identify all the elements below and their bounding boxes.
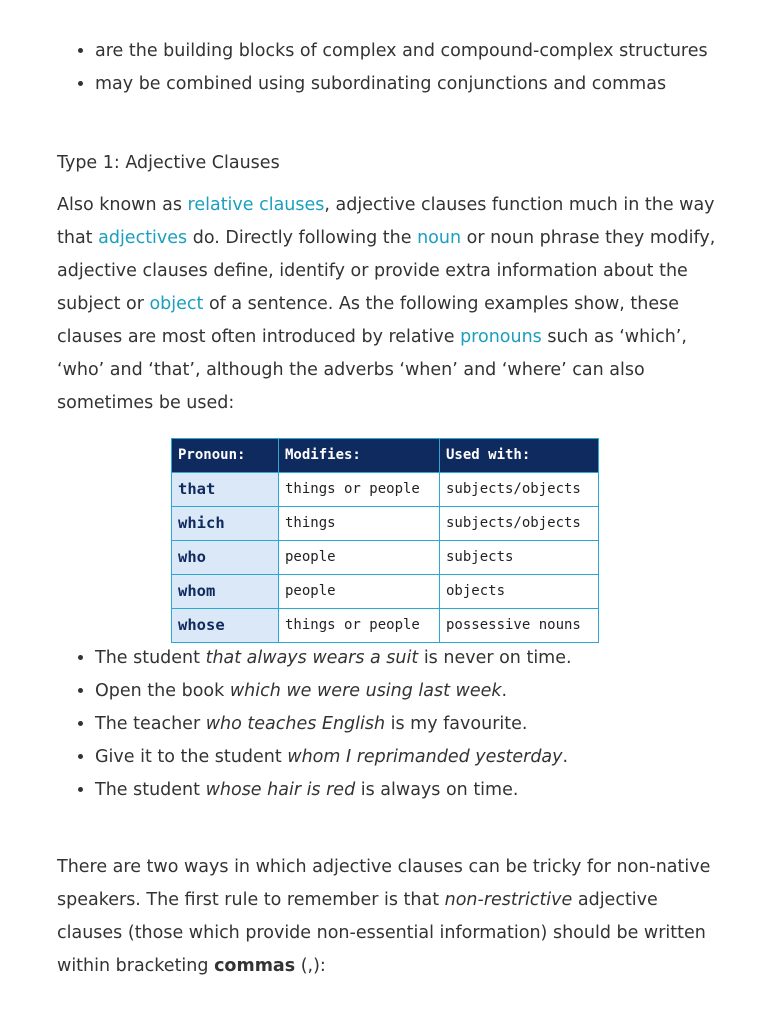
column-header-used-with: Used with: [440, 439, 599, 473]
list-item [95, 675, 717, 708]
text-run: Open the book [95, 681, 230, 701]
text-run: There are two ways in which adjective clauses can be tricky for non-native speakers. The first rule to remember is that [57, 857, 711, 910]
list-item [95, 741, 717, 774]
table-row [172, 575, 599, 609]
object-link[interactable]: object [149, 294, 204, 314]
example-clause: whose hair is red [205, 780, 356, 800]
list-item [95, 642, 717, 675]
text-run: of a sentence. As the following examples show, these clauses are most often introduced by relative [57, 294, 680, 347]
text-run: . [562, 747, 569, 767]
example-clause: that always wears a suit [205, 648, 419, 668]
used-with-cell: possessive nouns [440, 609, 599, 643]
relative-pronoun-table-image [171, 438, 599, 643]
pronoun-cell: who [172, 541, 279, 575]
column-header-pronoun: Pronoun: [172, 439, 279, 473]
pronoun-cell: whose [172, 609, 279, 643]
used-with-cell: subjects/objects [440, 507, 599, 541]
section-heading: Type 1: Adjective Clauses [57, 153, 280, 173]
text-run: . [501, 681, 508, 701]
modifies-cell: things or people [279, 609, 440, 643]
text-run: (,): [295, 956, 326, 976]
table-row [172, 541, 599, 575]
adjectives-link[interactable]: adjectives [98, 228, 188, 248]
bold-text: commas [214, 956, 296, 976]
used-with-cell: subjects/objects [440, 473, 599, 507]
text-run: , adjective clauses function much in the way that [57, 195, 715, 248]
column-header-modifies: Modifies: [279, 439, 440, 473]
examples-section [57, 642, 717, 807]
text-run: or noun phrase they modify, adjective clauses define, identify or provide extra information about the subject or [57, 228, 716, 314]
list-item [95, 708, 717, 741]
examples-list [57, 642, 717, 807]
pronouns-link[interactable]: pronouns [460, 327, 542, 347]
table-header-row [172, 439, 599, 473]
pronoun-cell: whom [172, 575, 279, 609]
text-run: adjective clauses (those which provide non-essential information) should be written within bracketing [57, 890, 706, 976]
relative-clauses-link[interactable]: relative clauses [187, 195, 325, 215]
list-item: • may be combined using subordinating conjunctions and commas [95, 68, 717, 101]
pronoun-cell: that [172, 473, 279, 507]
text-run: do. Directly following the [187, 228, 418, 248]
text-run: Also known as [57, 195, 188, 215]
clause-features-list [57, 35, 717, 101]
text-run: is my favourite. [385, 714, 528, 734]
modifies-cell: people [279, 541, 440, 575]
intro-paragraph [57, 189, 717, 420]
table-row [172, 473, 599, 507]
noun-link[interactable]: noun [417, 228, 462, 248]
text-run: is always on time. [355, 780, 519, 800]
emphasis-text: non-restrictive [444, 890, 573, 910]
used-with-cell: subjects [440, 541, 599, 575]
table-row [172, 507, 599, 541]
example-clause: who teaches English [205, 714, 386, 734]
modifies-cell: things or people [279, 473, 440, 507]
article-body [57, 35, 717, 420]
example-clause: whom I reprimanded yesterday [287, 747, 563, 767]
commas-paragraph [57, 851, 717, 983]
text-run: such as ‘which’, ‘who’ and ‘that’, although the adverbs ‘when’ and ‘where’ can also sometimes be used: [57, 327, 687, 413]
text-run: Give it to the student [95, 747, 288, 767]
list-item [95, 774, 717, 807]
relative-pronoun-table [171, 438, 599, 643]
list-item: • are the building blocks of complex and compound-complex structures [95, 35, 717, 68]
used-with-cell: objects [440, 575, 599, 609]
pronoun-cell: which [172, 507, 279, 541]
text-run: The teacher [95, 714, 206, 734]
text-run: The student [95, 780, 206, 800]
modifies-cell: things [279, 507, 440, 541]
table-row [172, 609, 599, 643]
example-clause: which we were using last week [229, 681, 502, 701]
text-run: The student [95, 648, 206, 668]
text-run: is never on time. [418, 648, 572, 668]
commas-paragraph-section [57, 851, 717, 983]
modifies-cell: people [279, 575, 440, 609]
